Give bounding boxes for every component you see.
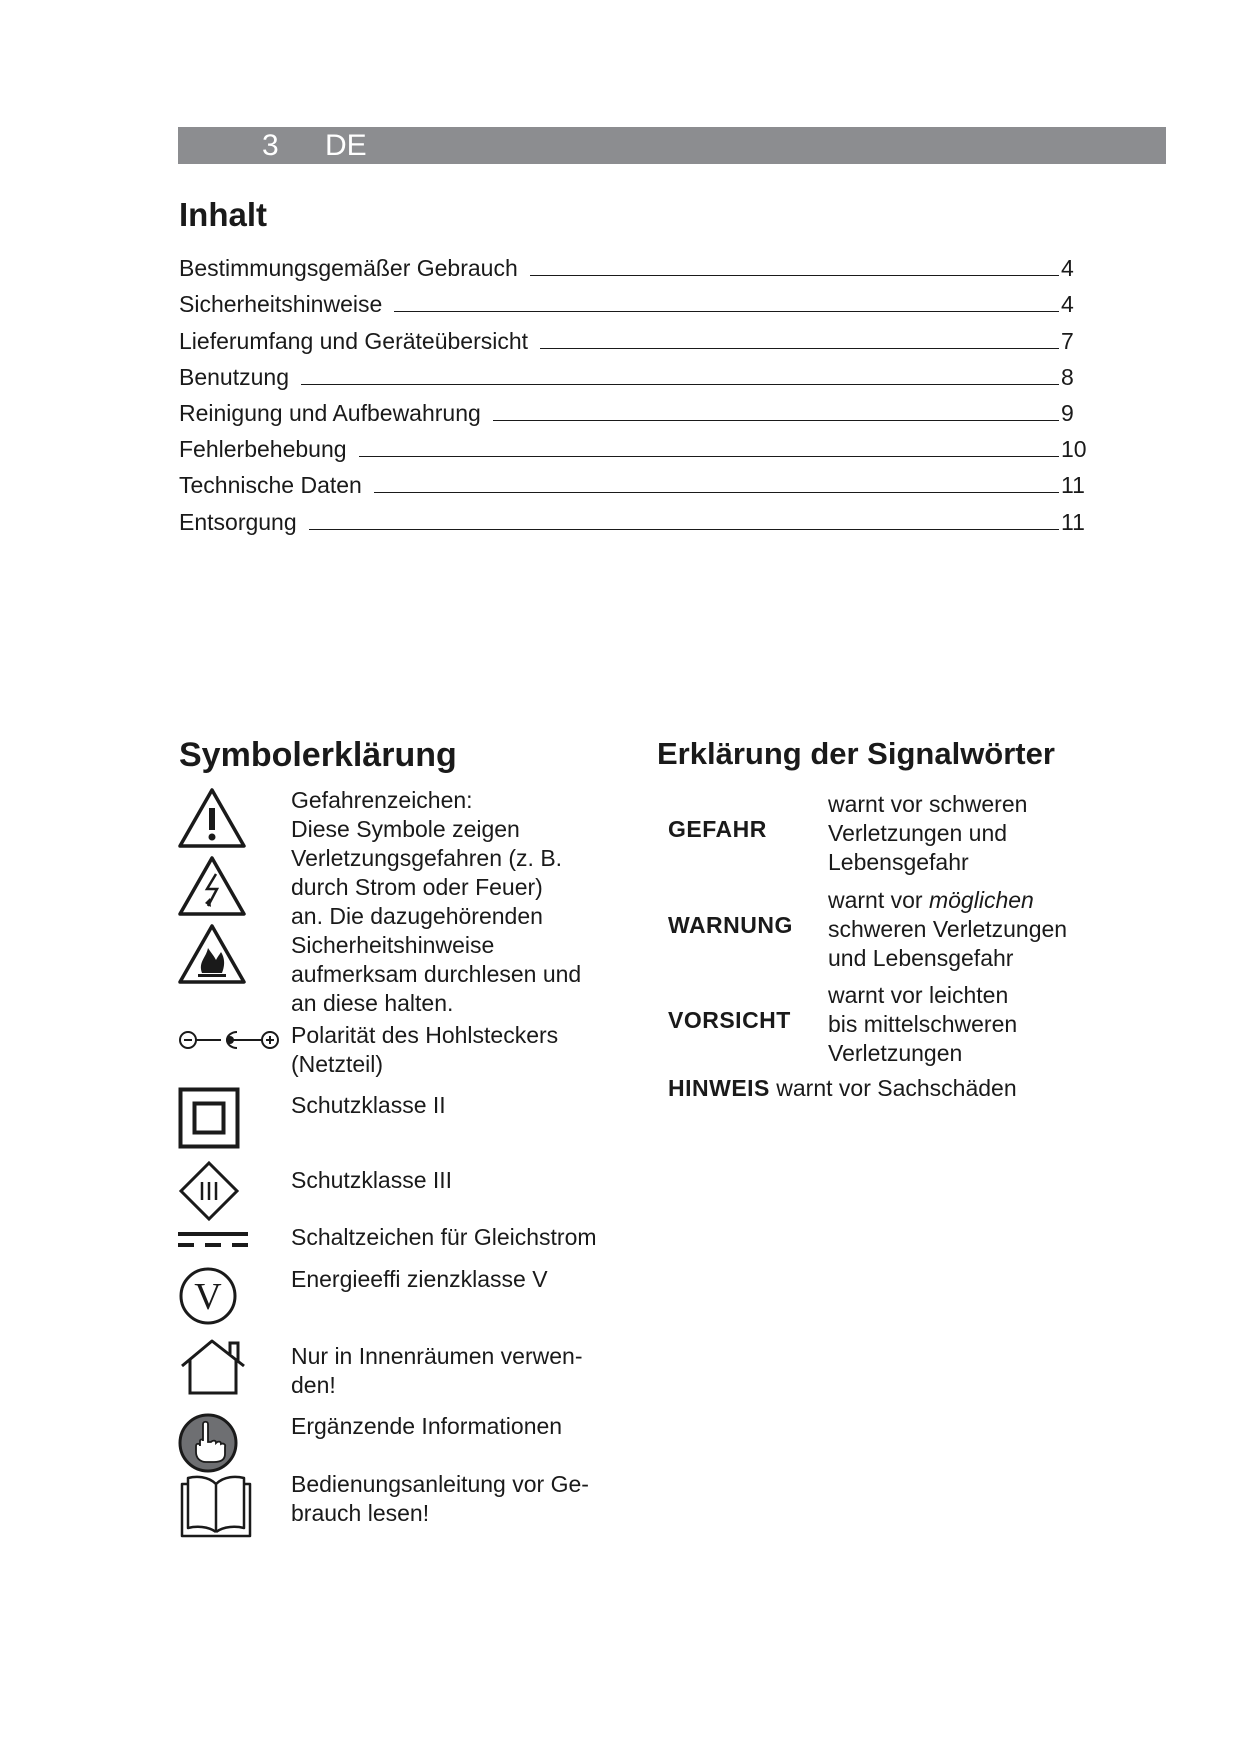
symbol-description xyxy=(291,1342,641,1400)
info-hand-icon xyxy=(178,1412,240,1474)
toc-entry-page: 11 xyxy=(1061,472,1085,499)
symbol-description-line: Sicherheitshinweise xyxy=(291,932,495,958)
manual-book-icon xyxy=(178,1470,254,1538)
symbol-description xyxy=(291,1021,641,1079)
toc-leader-line xyxy=(301,384,1059,385)
efficiency-class-glyph: V xyxy=(194,1276,222,1318)
symbol-description xyxy=(291,1412,641,1441)
toc-entry[interactable] xyxy=(179,246,1089,282)
signal-word-description xyxy=(828,886,1128,973)
toc-leader-line xyxy=(374,492,1059,493)
toc-leader-line xyxy=(394,311,1059,312)
symbol-description xyxy=(291,1470,641,1528)
signal-word: VORSICHT xyxy=(668,1007,791,1033)
symbol-description-line: Gefahrenzeichen: xyxy=(291,787,473,813)
symbol-description xyxy=(291,786,641,1018)
symbol-description-line: Nur in Innenräumen verwen- xyxy=(291,1343,583,1369)
toc-entry[interactable] xyxy=(179,499,1089,535)
signal-words-title: Erklärung der Signalwörter xyxy=(657,736,1055,771)
symbol-description-line: Schaltzeichen für Gleichstrom xyxy=(291,1224,597,1250)
toc-entry-page: 4 xyxy=(1061,255,1074,282)
symbol-description-line: Ergänzende Informationen xyxy=(291,1413,563,1439)
symbol-description-line: Bedienungsanleitung vor Ge- xyxy=(291,1471,589,1497)
symbol-description xyxy=(291,1091,641,1120)
toc-entry-page: 9 xyxy=(1061,399,1074,426)
toc-leader-line xyxy=(359,456,1059,457)
direct-current-icon xyxy=(178,1229,248,1253)
symbol-description xyxy=(291,1265,641,1294)
toc-entry[interactable] xyxy=(179,318,1089,354)
protection-class-2-icon xyxy=(178,1087,240,1149)
indoor-use-icon xyxy=(178,1338,248,1396)
symbol-description-line: an diese halten. xyxy=(291,990,454,1016)
symbol-description-line: Polarität des Hohlsteckers xyxy=(291,1022,559,1048)
polarity-icon xyxy=(178,1025,282,1055)
toc-entry-label: Reinigung und Aufbewahrung xyxy=(179,399,481,426)
toc-entry-page: 7 xyxy=(1061,327,1074,354)
toc-leader-line xyxy=(530,275,1059,276)
signal-description-line: warnt vor schweren xyxy=(828,791,1028,817)
signal-description-line: Verletzungen xyxy=(828,1040,963,1066)
signal-description-prefix: warnt vor xyxy=(828,887,929,913)
signal-word: GEFAHR xyxy=(668,816,767,842)
toc-entry-label: Lieferumfang und Geräteübersicht xyxy=(179,327,529,354)
toc-entry[interactable] xyxy=(179,427,1089,463)
symbol-description-line: den! xyxy=(291,1372,336,1398)
toc-entry-label: Entsorgung xyxy=(179,508,297,535)
symbol-description-line: an. Die dazugehörenden xyxy=(291,903,543,929)
signal-word: WARNUNG xyxy=(668,912,793,938)
toc-entry-page: 10 xyxy=(1061,436,1087,463)
table-of-contents xyxy=(179,246,1089,536)
symbol-description-line: Schutzklasse II xyxy=(291,1092,446,1118)
page-number: 3 xyxy=(262,129,279,162)
symbol-description-line: Energieeffi zienzklasse V xyxy=(291,1266,548,1292)
toc-entry[interactable] xyxy=(179,391,1089,427)
symbol-description-line: aufmerksam durchlesen und xyxy=(291,961,582,987)
toc-entry-page: 8 xyxy=(1061,363,1074,390)
hint-description: warnt vor Sachschäden xyxy=(769,1075,1017,1101)
toc-entry-label: Fehlerbehebung xyxy=(179,436,347,463)
toc-leader-line xyxy=(493,420,1059,421)
signal-word-hint: HINWEIS xyxy=(668,1075,770,1101)
toc-entry-page: 11 xyxy=(1061,508,1085,535)
toc-entry-label: Sicherheitshinweise xyxy=(179,291,383,318)
signal-description-line: Verletzungen und xyxy=(828,820,1008,846)
symbol-description-line: (Netzteil) xyxy=(291,1051,384,1077)
toc-entry[interactable] xyxy=(179,355,1089,391)
toc-entry-page: 4 xyxy=(1061,291,1074,318)
signal-description-line: schweren Verletzungen xyxy=(828,916,1068,942)
toc-entry-label: Bestimmungsgemäßer Gebrauch xyxy=(179,255,518,282)
page-header-bar xyxy=(178,127,1166,164)
signal-description-line xyxy=(828,886,1128,915)
toc-leader-line xyxy=(309,529,1059,530)
language-code: DE xyxy=(325,129,367,162)
signal-description-emphasis: möglichen xyxy=(928,887,1034,913)
toc-title: Inhalt xyxy=(179,196,267,233)
protection-class-3-icon xyxy=(178,1160,240,1222)
toc-leader-line xyxy=(540,348,1059,349)
signal-description-line: Lebensgefahr xyxy=(828,849,969,875)
signal-description-line: und Lebensgefahr xyxy=(828,945,1014,971)
symbol-description xyxy=(291,1166,641,1195)
signal-description-line: warnt vor leichten xyxy=(828,982,1009,1008)
efficiency-class-v-icon xyxy=(178,1265,240,1327)
warning-symbols-icon xyxy=(178,786,250,986)
symbol-description-line: Schutzklasse III xyxy=(291,1167,453,1193)
symbols-title: Symbolerklärung xyxy=(179,736,457,774)
toc-entry[interactable] xyxy=(179,282,1089,318)
symbol-description-line: durch Strom oder Feuer) xyxy=(291,874,543,900)
toc-entry[interactable] xyxy=(179,463,1089,499)
signal-word-description xyxy=(828,790,1128,877)
signal-description-line: bis mittelschweren xyxy=(828,1011,1018,1037)
symbol-description-line: Verletzungsgefahren (z. B. xyxy=(291,845,563,871)
hint-signal-row xyxy=(668,1075,1017,1102)
symbol-description-line: brauch lesen! xyxy=(291,1500,430,1526)
signal-word-description xyxy=(828,981,1128,1068)
symbol-description xyxy=(291,1223,641,1252)
toc-entry-label: Technische Daten xyxy=(179,472,362,499)
toc-entry-label: Benutzung xyxy=(179,363,289,390)
symbol-description-line: Diese Symbole zeigen xyxy=(291,816,520,842)
